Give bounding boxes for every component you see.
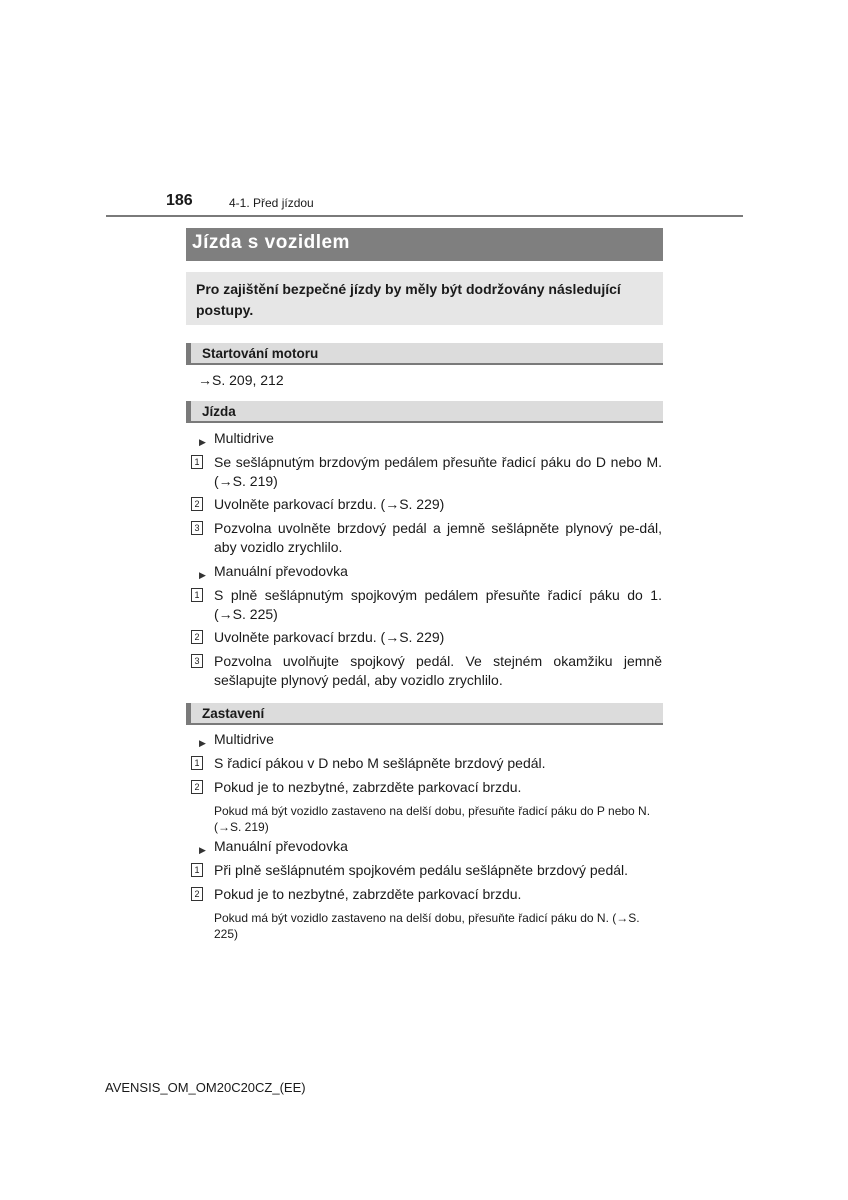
drive-multidrive-step-1 <box>194 453 662 491</box>
header-divider <box>106 215 743 217</box>
step-number: 2 <box>191 780 203 794</box>
step-text: Uvolněte parkovací brzdu. (→S. 229) <box>214 629 445 645</box>
step-text: Pokud je to nezbytné, zabrzděte parkovací brzdu. <box>214 886 522 902</box>
step-text: Pozvolna uvolňujte spojkový pedál. Ve stejném okamžiku jemně sešlapujte plynový pedál, aby vozidlo zrychlilo. <box>214 653 662 688</box>
step-text: Pozvolna uvolněte brzdový pedál a jemně sešlápněte plynový pe-dál, aby vozidlo zrychlilo. <box>214 520 662 555</box>
start-reference: →S. 209, 212 <box>198 372 284 388</box>
step-number: 2 <box>191 887 203 901</box>
stop-multidrive-step-2 <box>194 778 662 797</box>
section-path: 4-1. Před jízdou <box>229 196 314 210</box>
step-text: Uvolněte parkovací brzdu. (→S. 229) <box>214 496 445 512</box>
footer-doc-code: AVENSIS_OM_OM20C20CZ_(EE) <box>105 1080 306 1095</box>
intro-box: Pro zajištění bezpečné jízdy by měly být dodržovány následující postupy. <box>186 272 663 325</box>
drive-manual-step-1 <box>194 586 662 624</box>
step-number: 2 <box>191 497 203 511</box>
step-number: 1 <box>191 455 203 469</box>
stop-multidrive-label: ▶ Multidrive <box>214 730 662 749</box>
section-heading-drive: Jízda <box>186 401 663 423</box>
stop-manual-note: Pokud má být vozidlo zastaveno na delší dobu, přesuňte řadicí páku do N. (→S. 225) <box>214 911 640 941</box>
step-text: Při plně sešlápnutém spojkovém pedálu sešlápněte brzdový pedál. <box>214 862 629 878</box>
step-text: Se sešlápnutým brzdovým pedálem přesuňte řadicí páku do D nebo M. (→S. 219) <box>214 454 662 489</box>
step-text: Pokud je to nezbytné, zabrzděte parkovací brzdu. <box>214 779 522 795</box>
stop-multidrive-note: Pokud má být vozidlo zastaveno na delší dobu, přesuňte řadicí páku do P nebo N. (→S. 219) <box>214 804 651 834</box>
step-number: 1 <box>191 863 203 877</box>
stop-manual-label: ▶ Manuální převodovka <box>214 837 662 856</box>
stop-manual-step-2 <box>194 885 662 904</box>
section-heading-stop: Zastavení <box>186 703 663 725</box>
drive-manual-step-3 <box>194 652 662 690</box>
page-number: 186 <box>166 192 193 209</box>
page-title: Jízda s vozidlem <box>192 232 350 253</box>
page-title-bar <box>186 228 663 261</box>
step-number: 2 <box>191 630 203 644</box>
drive-manual-step-2 <box>194 628 662 647</box>
step-number: 1 <box>191 756 203 770</box>
stop-manual-step-1 <box>194 861 662 880</box>
step-text: S řadicí pákou v D nebo M sešlápněte brzdový pedál. <box>214 755 546 771</box>
step-number: 1 <box>191 588 203 602</box>
drive-multidrive-step-2 <box>194 495 662 514</box>
drive-manual-label: ▶ Manuální převodovka <box>214 562 662 581</box>
drive-multidrive-label: ▶ Multidrive <box>214 429 662 448</box>
step-number: 3 <box>191 654 203 668</box>
drive-multidrive-step-3 <box>194 519 662 557</box>
step-text: S plně sešlápnutým spojkovým pedálem přesuňte řadicí páku do 1. (→S. 225) <box>214 587 662 622</box>
section-heading-start: Startování motoru <box>186 343 663 365</box>
step-number: 3 <box>191 521 203 535</box>
stop-multidrive-step-1 <box>194 754 662 773</box>
